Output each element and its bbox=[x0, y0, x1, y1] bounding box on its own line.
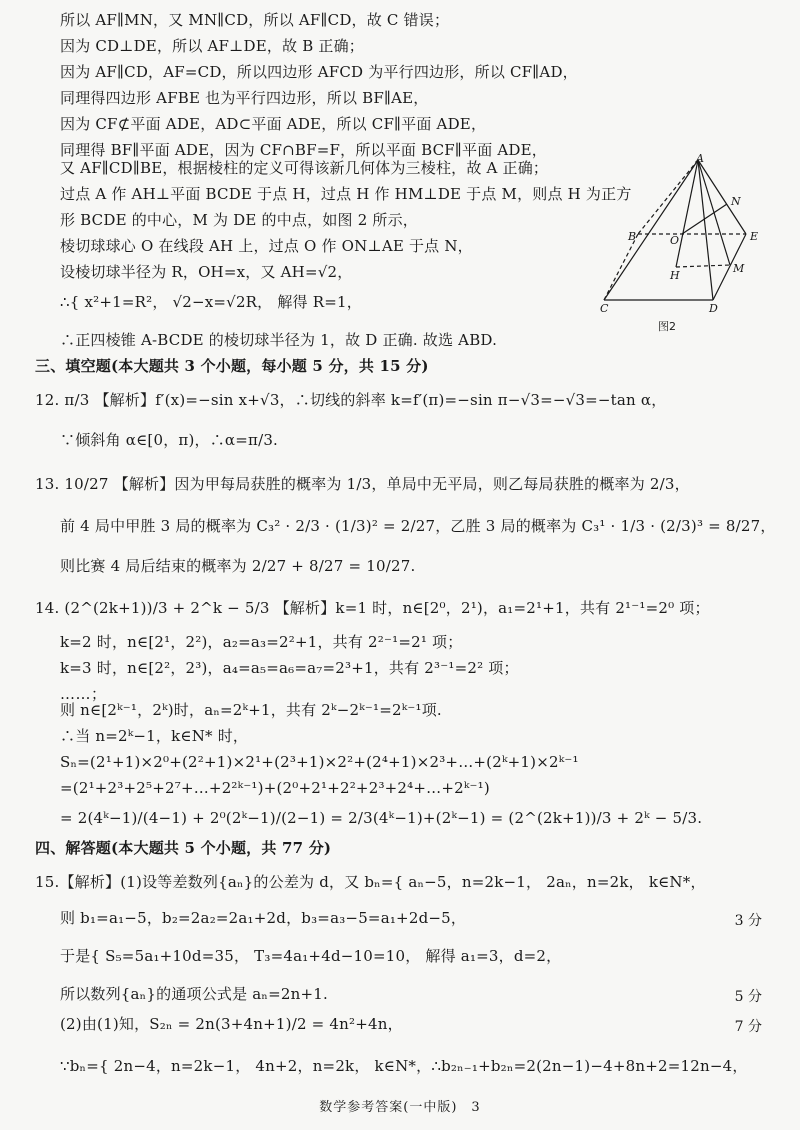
label-C: C bbox=[600, 302, 609, 315]
text-line: 同理得四边形 AFBE 也为平行四边形，所以 BF∥AE， bbox=[60, 89, 429, 107]
text-line: 前 4 局中甲胜 3 局的概率为 C₃² · 2/3 · (1/3)² = 2/27，乙胜 3 局的概率为 C₃¹ · 1/3 · (2/3)³ = 8/27， bbox=[60, 517, 776, 535]
text-line: ∴当 n=2ᵏ−1，k∈N* 时， bbox=[60, 727, 249, 745]
label-D: D bbox=[709, 302, 718, 315]
text-line: 于是{ S₅=5a₁+10d=35， T₃=4a₁+4d−10=10， 解得 a₁=3，d=2， bbox=[60, 947, 562, 965]
label-M: M bbox=[733, 262, 745, 275]
text-line: 因为 AF∥CD，AF=CD，所以四边形 AFCD 为平行四边形，所以 CF∥AD， bbox=[60, 63, 578, 81]
label-E: E bbox=[750, 230, 759, 243]
score-label: 5 分 bbox=[734, 989, 762, 1005]
text-line: k=2 时，n∈[2¹，2²)，a₂=a₃=2²+1，共有 2²⁻¹=2¹ 项； bbox=[60, 633, 463, 651]
text-line: 形 BCDE 的中心，M 为 DE 的中点，如图 2 所示， bbox=[60, 211, 419, 229]
text-line: 又 AF∥CD∥BE，根据棱柱的定义可得该新几何体为三棱柱，故 A 正确； bbox=[60, 159, 549, 177]
label-H: H bbox=[670, 269, 680, 282]
text-line: (2)由(1)知，S₂ₙ = 2n(3+4n+1)/2 = 4n²+4n， bbox=[60, 1015, 403, 1033]
text-line: 因为 CD⊥DE，所以 AF⊥DE，故 B 正确； bbox=[60, 37, 365, 55]
text-line: ∴{ x²+1=R²， √2−x=√2R， 解得 R=1， bbox=[60, 293, 362, 311]
figure-caption: 图2 bbox=[658, 320, 676, 332]
text-line: 棱切球球心 O 在线段 AH 上，过点 O 作 ON⊥AE 于点 N， bbox=[60, 237, 473, 255]
text-line: 则 n∈[2ᵏ⁻¹，2ᵏ)时，aₙ=2ᵏ+1，共有 2ᵏ−2ᵏ⁻¹=2ᵏ⁻¹项. bbox=[60, 701, 442, 719]
problem-14-line: 14. (2^(2k+1))/3 + 2^k − 5/3 【解析】k=1 时，n∈[2⁰，2¹)，a₁=2¹+1，共有 2¹⁻¹=2⁰ 项； bbox=[35, 599, 710, 617]
text-line: ……； bbox=[60, 685, 107, 703]
text-line: 因为 CF⊄平面 ADE，AD⊂平面 ADE，所以 CF∥平面 ADE， bbox=[60, 115, 487, 133]
text-line: = 2(4ᵏ−1)/(4−1) + 2⁰(2ᵏ−1)/(2−1) = 2/3(4ᵏ−1)+(2ᵏ−1) = (2^(2k+1))/3 + 2ᵏ − 5/3. bbox=[60, 809, 703, 827]
text-line: 设棱切球半径为 R，OH=x，又 AH=√2， bbox=[60, 263, 353, 281]
text-line: 所以数列{aₙ}的通项公式是 aₙ=2n+1. bbox=[60, 985, 328, 1003]
label-B: B bbox=[628, 230, 637, 243]
text-line: 同理得 BF∥平面 ADE，因为 CF∩BF=F，所以平面 BCF∥平面 ADE， bbox=[60, 141, 547, 159]
problem-12-line: 12. π/3 【解析】f′(x)=−sin x+√3，∴切线的斜率 k=f′(π)=−sin π−√3=−√3=−tan α， bbox=[35, 391, 667, 409]
pyramid-labels bbox=[600, 152, 758, 315]
label-O: O bbox=[670, 234, 680, 247]
problem-15-line: 15.【解析】(1)设等差数列{aₙ}的公差为 d，又 bₙ={ aₙ−5，n=2k−1， 2aₙ，n=2k， k∈N*， bbox=[35, 873, 706, 891]
section-heading-solutions: 四、解答题(本大题共 5 个小题，共 77 分) bbox=[35, 839, 332, 857]
label-N: N bbox=[731, 195, 741, 208]
text-line: ∴正四棱锥 A-BCDE 的棱切球半径为 1，故 D 正确. 故选 ABD. bbox=[60, 331, 498, 349]
pyramid-figure bbox=[600, 152, 780, 332]
text-line: =(2¹+2³+2⁵+2⁷+…+2²ᵏ⁻¹)+(2⁰+2¹+2²+2³+2⁴+…+2ᵏ⁻¹) bbox=[60, 779, 490, 797]
text-line: ∵bₙ={ 2n−4，n=2k−1， 4n+2，n=2k， k∈N*，∴b₂ₙ₋₁+b₂ₙ=2(2n−1)−4+8n+2=12n−4， bbox=[60, 1057, 748, 1075]
text-line: k=3 时，n∈[2²，2³)，a₄=a₅=a₆=a₇=2³+1，共有 2³⁻¹=2² 项； bbox=[60, 659, 519, 677]
score-label: 3 分 bbox=[734, 913, 762, 929]
score-label: 7 分 bbox=[734, 1019, 762, 1035]
text-line: 则 b₁=a₁−5，b₂=2a₂=2a₁+2d，b₃=a₃−5=a₁+2d−5， bbox=[60, 909, 467, 927]
text-line: Sₙ=(2¹+1)×2⁰+(2²+1)×2¹+(2³+1)×2²+(2⁴+1)×2³+…+(2ᵏ+1)×2ᵏ⁻¹ bbox=[60, 753, 579, 771]
text-line: 则比赛 4 局后结束的概率为 2/27 + 8/27 = 10/27. bbox=[60, 557, 416, 575]
page-footer: 数学参考答案(一中版) 3 bbox=[319, 1100, 481, 1115]
problem-13-line: 13. 10/27 【解析】因为甲每局获胜的概率为 1/3，单局中无平局，则乙每局获胜的概率为 2/3， bbox=[35, 475, 690, 493]
text-line: ∵倾斜角 α∈[0，π)，∴α=π/3. bbox=[60, 431, 279, 449]
label-A: A bbox=[696, 152, 704, 165]
text-line: 过点 A 作 AH⊥平面 BCDE 于点 H，过点 H 作 HM⊥DE 于点 M，则点 H 为正方 bbox=[60, 185, 632, 203]
text-line: 所以 AF∥MN，又 MN∥CD，所以 AF∥CD，故 C 错误； bbox=[60, 11, 450, 29]
section-heading-fill-in: 三、填空题(本大题共 3 个小题，每小题 5 分，共 15 分) bbox=[35, 357, 429, 375]
